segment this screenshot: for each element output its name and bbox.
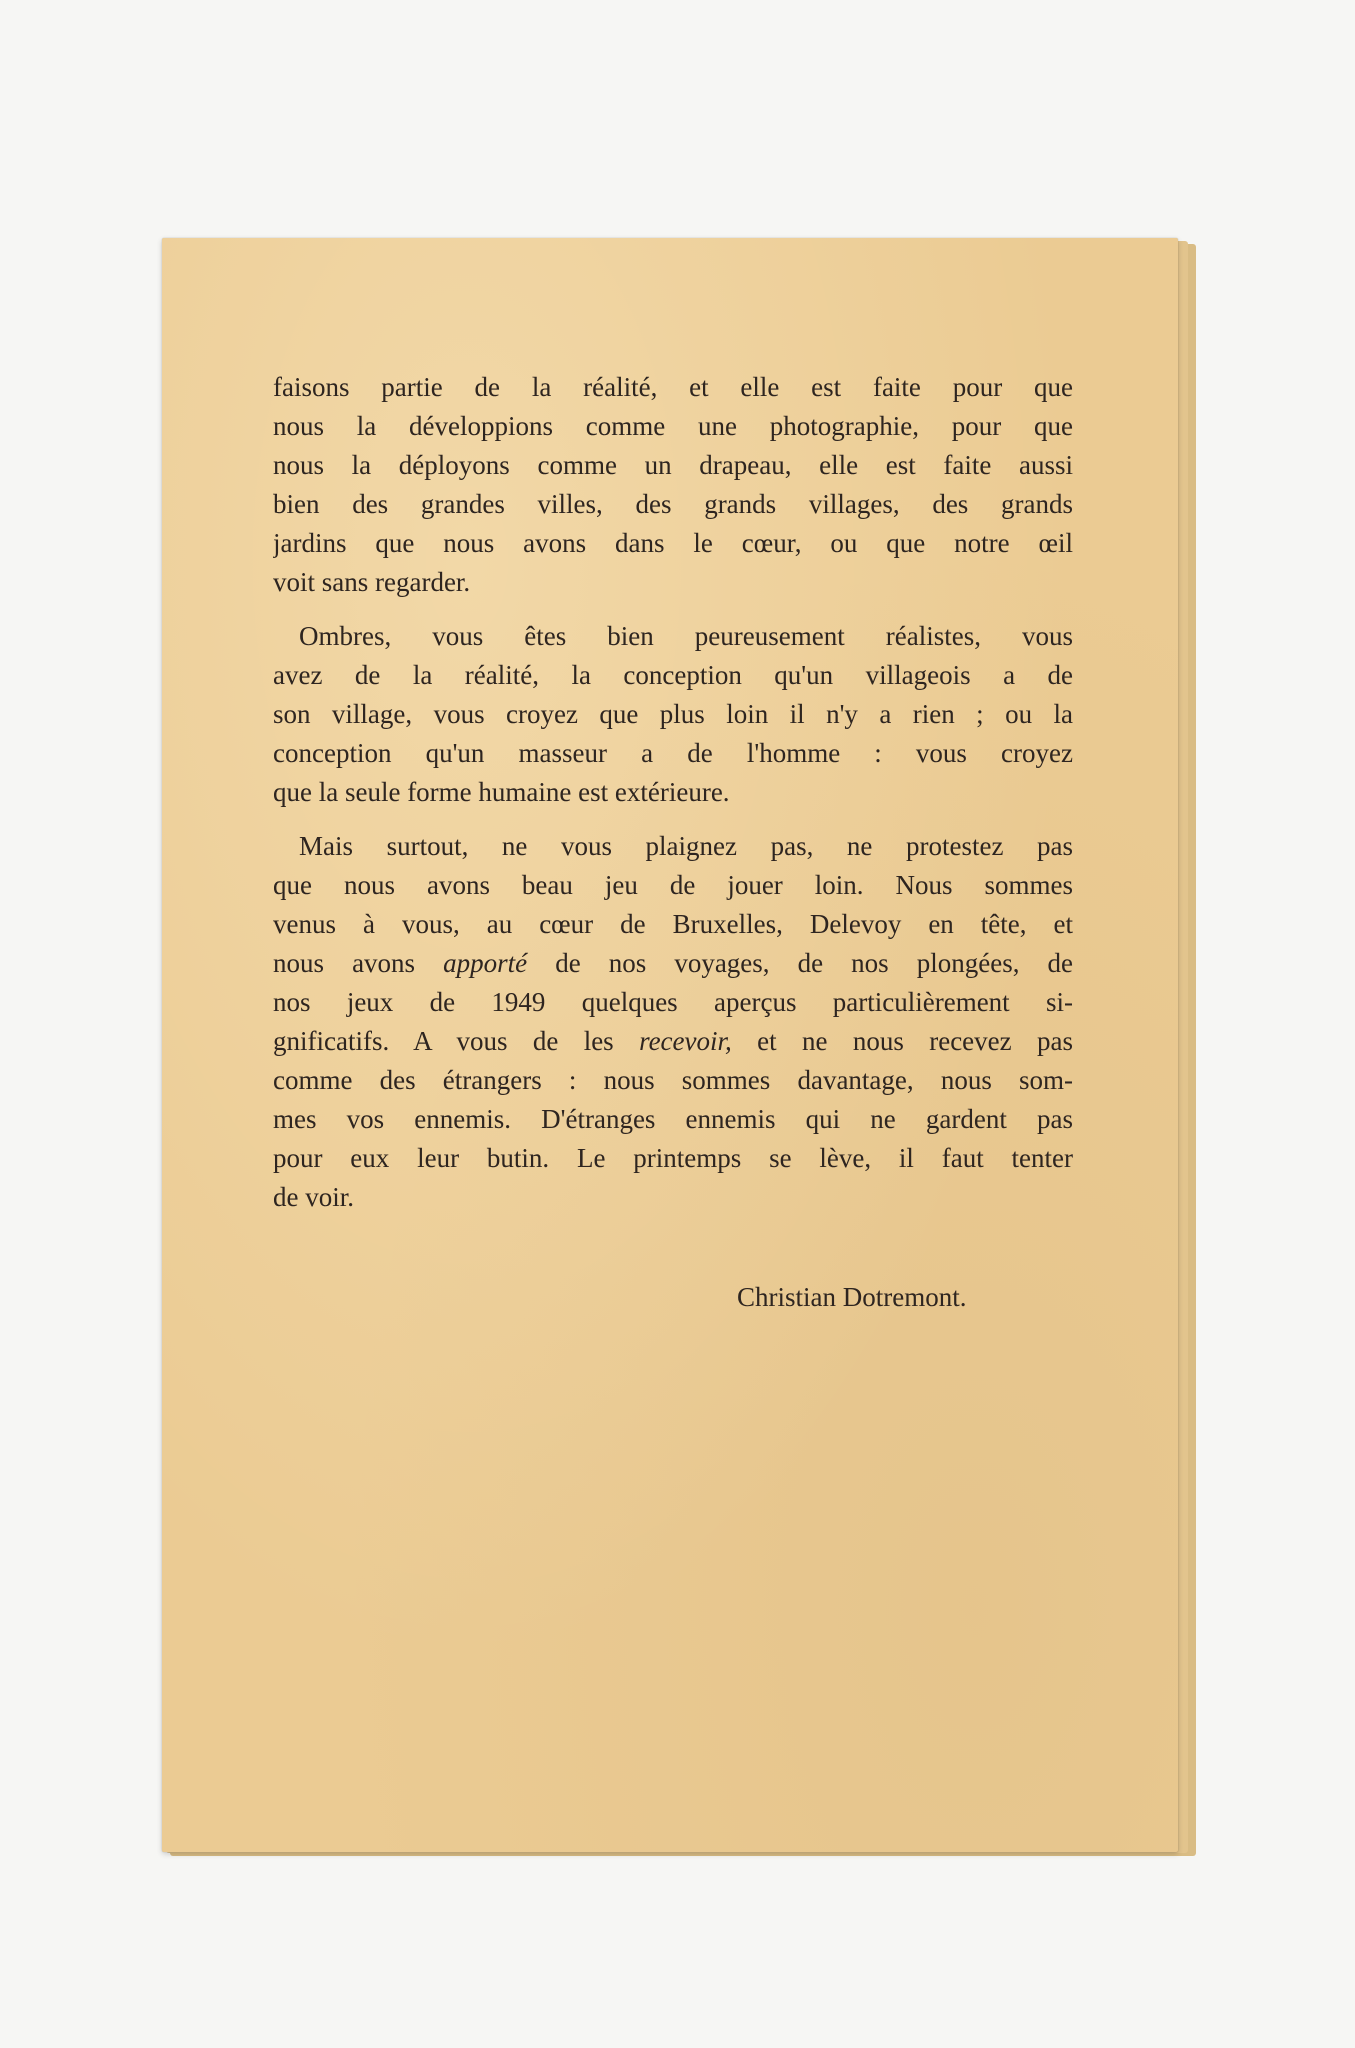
text-line: nous la déployons comme un drapeau, elle est faite aussi: [273, 450, 1073, 480]
text-line: bien des grandes villes, des grands villages, des grands: [273, 489, 1073, 519]
book-page-stack: [162, 238, 1198, 1858]
text-line: venus à vous, au cœur de Bruxelles, Delevoy en tête, et: [273, 909, 1073, 939]
text-line: voit sans regarder.: [273, 567, 471, 597]
body-text: [273, 368, 1073, 1232]
text-line: Mais surtout, ne vous plaignez pas, ne protestez pas: [299, 831, 1073, 861]
text-line: que nous avons beau jeu de jouer loin. Nous sommes: [273, 870, 1073, 900]
book-page: [162, 238, 1178, 1852]
text-line: mes vos ennemis. D'étranges ennemis qui ne gardent pas: [273, 1104, 1073, 1134]
text-line: faisons partie de la réalité, et elle est faite pour que: [273, 372, 1073, 402]
text-line: gnificatifs. A vous de les recevoir, et ne nous recevez pas: [273, 1026, 1073, 1056]
text-line: de voir.: [273, 1182, 354, 1212]
text-line: nous avons apporté de nos voyages, de nos plongées, de: [273, 948, 1073, 978]
text-line: son village, vous croyez que plus loin il n'y a rien ; ou la: [273, 699, 1073, 729]
text-line: Ombres, vous êtes bien peureusement réalistes, vous: [299, 621, 1073, 651]
text-line: nous la développions comme une photographie, pour que: [273, 411, 1073, 441]
italic-word: apporté: [443, 948, 528, 978]
text-line: conception qu'un masseur a de l'homme : vous croyez: [273, 738, 1073, 768]
text-line: pour eux leur butin. Le printemps se lève, il faut tenter: [273, 1143, 1073, 1173]
paragraph-2: [273, 617, 1073, 812]
text-line: nos jeux de 1949 quelques aperçus particulièrement si-: [273, 987, 1073, 1017]
text-line: que la seule forme humaine est extérieure.: [273, 777, 730, 807]
text-line: comme des étrangers : nous sommes davantage, nous som-: [273, 1065, 1073, 1095]
text-line: avez de la réalité, la conception qu'un villageois a de: [273, 660, 1073, 690]
author-signature: Christian Dotremont.: [737, 1282, 967, 1312]
paragraph-1: [273, 368, 1073, 602]
paragraph-3: [273, 827, 1073, 1217]
italic-word: recevoir,: [639, 1026, 732, 1056]
text-line: jardins que nous avons dans le cœur, ou que notre œil: [273, 528, 1073, 558]
